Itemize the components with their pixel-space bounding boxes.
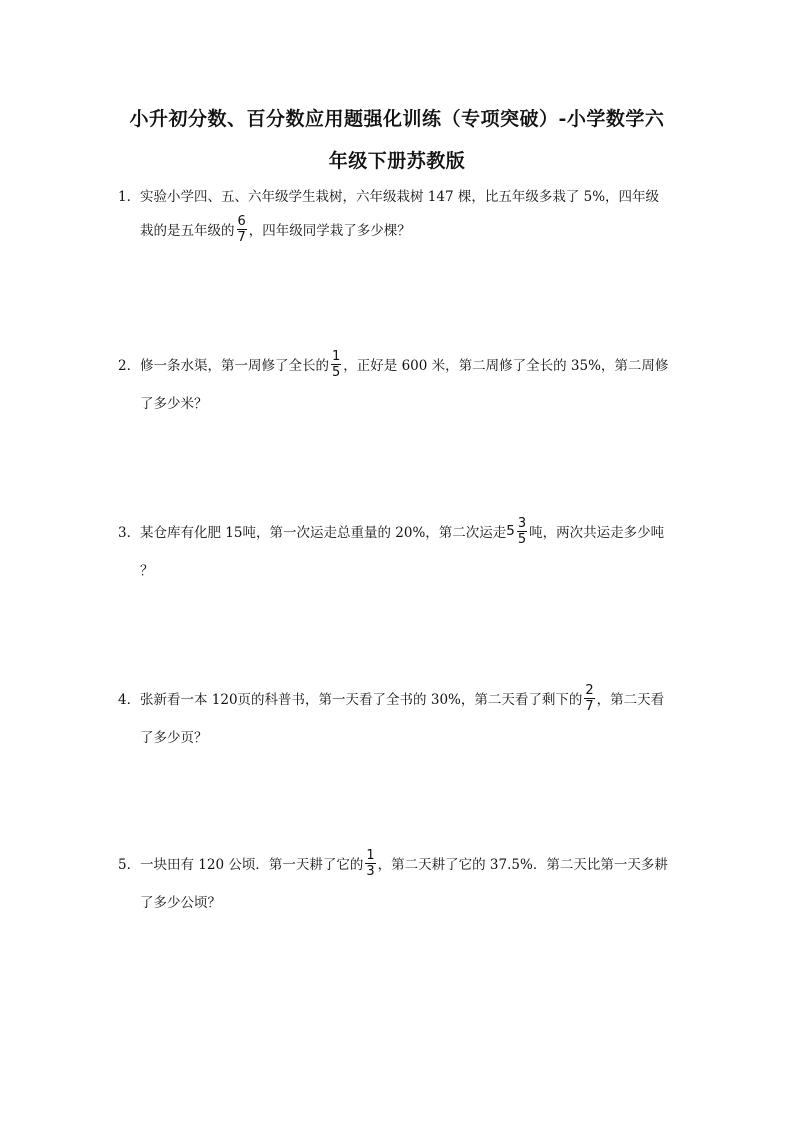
question-text: 吨，两次共运走多少吨 xyxy=(529,525,665,541)
question-text: 栽的是五年级的 xyxy=(140,223,235,239)
question-1-line-2 xyxy=(118,214,411,244)
question-text: 张新看一本 120页的科普书，第一天看了全书的 30%，第二天看了剩下的 xyxy=(140,692,583,708)
question-text: ？ xyxy=(140,563,154,579)
fraction xyxy=(517,517,527,546)
question-text: ，第二天耕了它的 37.5%．第二天比第一天多耕 xyxy=(377,857,668,873)
document-title-line-1: 小升初分数、百分数应用题强化训练（专项突破）-小学数学六 xyxy=(129,108,665,130)
fraction-numerator: 1 xyxy=(332,348,341,364)
fraction-numerator: 1 xyxy=(366,847,375,863)
fraction-denominator: 5 xyxy=(517,531,527,547)
question-text: 了多少公顷？ xyxy=(140,895,221,911)
fraction-numerator: 6 xyxy=(237,213,246,229)
question-5-line-2 xyxy=(118,886,221,916)
question-number: 1． xyxy=(118,189,141,205)
question-text: 了多少页？ xyxy=(140,730,208,746)
question-number: 2． xyxy=(118,358,141,374)
mixed-number-whole: 5 xyxy=(506,523,515,539)
question-text: 一块田有 120 公顷．第一天耕了它的 xyxy=(140,857,364,873)
question-4-line-2 xyxy=(118,721,208,751)
question-3-line-1 xyxy=(118,516,664,546)
question-2-line-1 xyxy=(118,349,668,379)
question-text: 修一条水渠，第一周修了全长的 xyxy=(140,358,329,374)
fraction-numerator: 2 xyxy=(585,682,594,698)
fraction-denominator: 7 xyxy=(585,698,594,714)
question-text: 实验小学四、五、六年级学生栽树，六年级栽树 147 棵，比五年级多栽了 5%，四年级 xyxy=(140,189,660,205)
question-text: 某仓库有化肥 15吨，第一次运走总重量的 20%，第二次运走 xyxy=(140,525,507,541)
question-5-line-1 xyxy=(118,848,668,878)
fraction-denominator: 5 xyxy=(332,364,341,380)
question-number: 3． xyxy=(118,525,141,541)
question-1-line-1 xyxy=(118,180,659,210)
question-text: ，第二天看 xyxy=(596,692,665,708)
question-text: 了多少米？ xyxy=(140,396,208,412)
document-title-line-2: 年级下册苏教版 xyxy=(328,150,466,172)
fraction xyxy=(584,684,594,713)
fraction-numerator: 3 xyxy=(517,515,527,531)
question-3-line-2 xyxy=(118,554,154,584)
question-number: 5． xyxy=(118,857,141,873)
fraction xyxy=(331,350,341,379)
question-text: ，正好是 600 米，第二周修了全长的 35%，第二周修 xyxy=(343,358,669,374)
question-2-line-2 xyxy=(118,387,208,417)
fraction xyxy=(237,215,247,244)
fraction xyxy=(365,849,375,878)
fraction-denominator: 3 xyxy=(366,863,375,879)
question-number: 4． xyxy=(118,692,141,708)
fraction-denominator: 7 xyxy=(237,229,246,245)
question-4-line-1 xyxy=(118,683,664,713)
question-text: ，四年级同学栽了多少棵？ xyxy=(248,223,411,239)
